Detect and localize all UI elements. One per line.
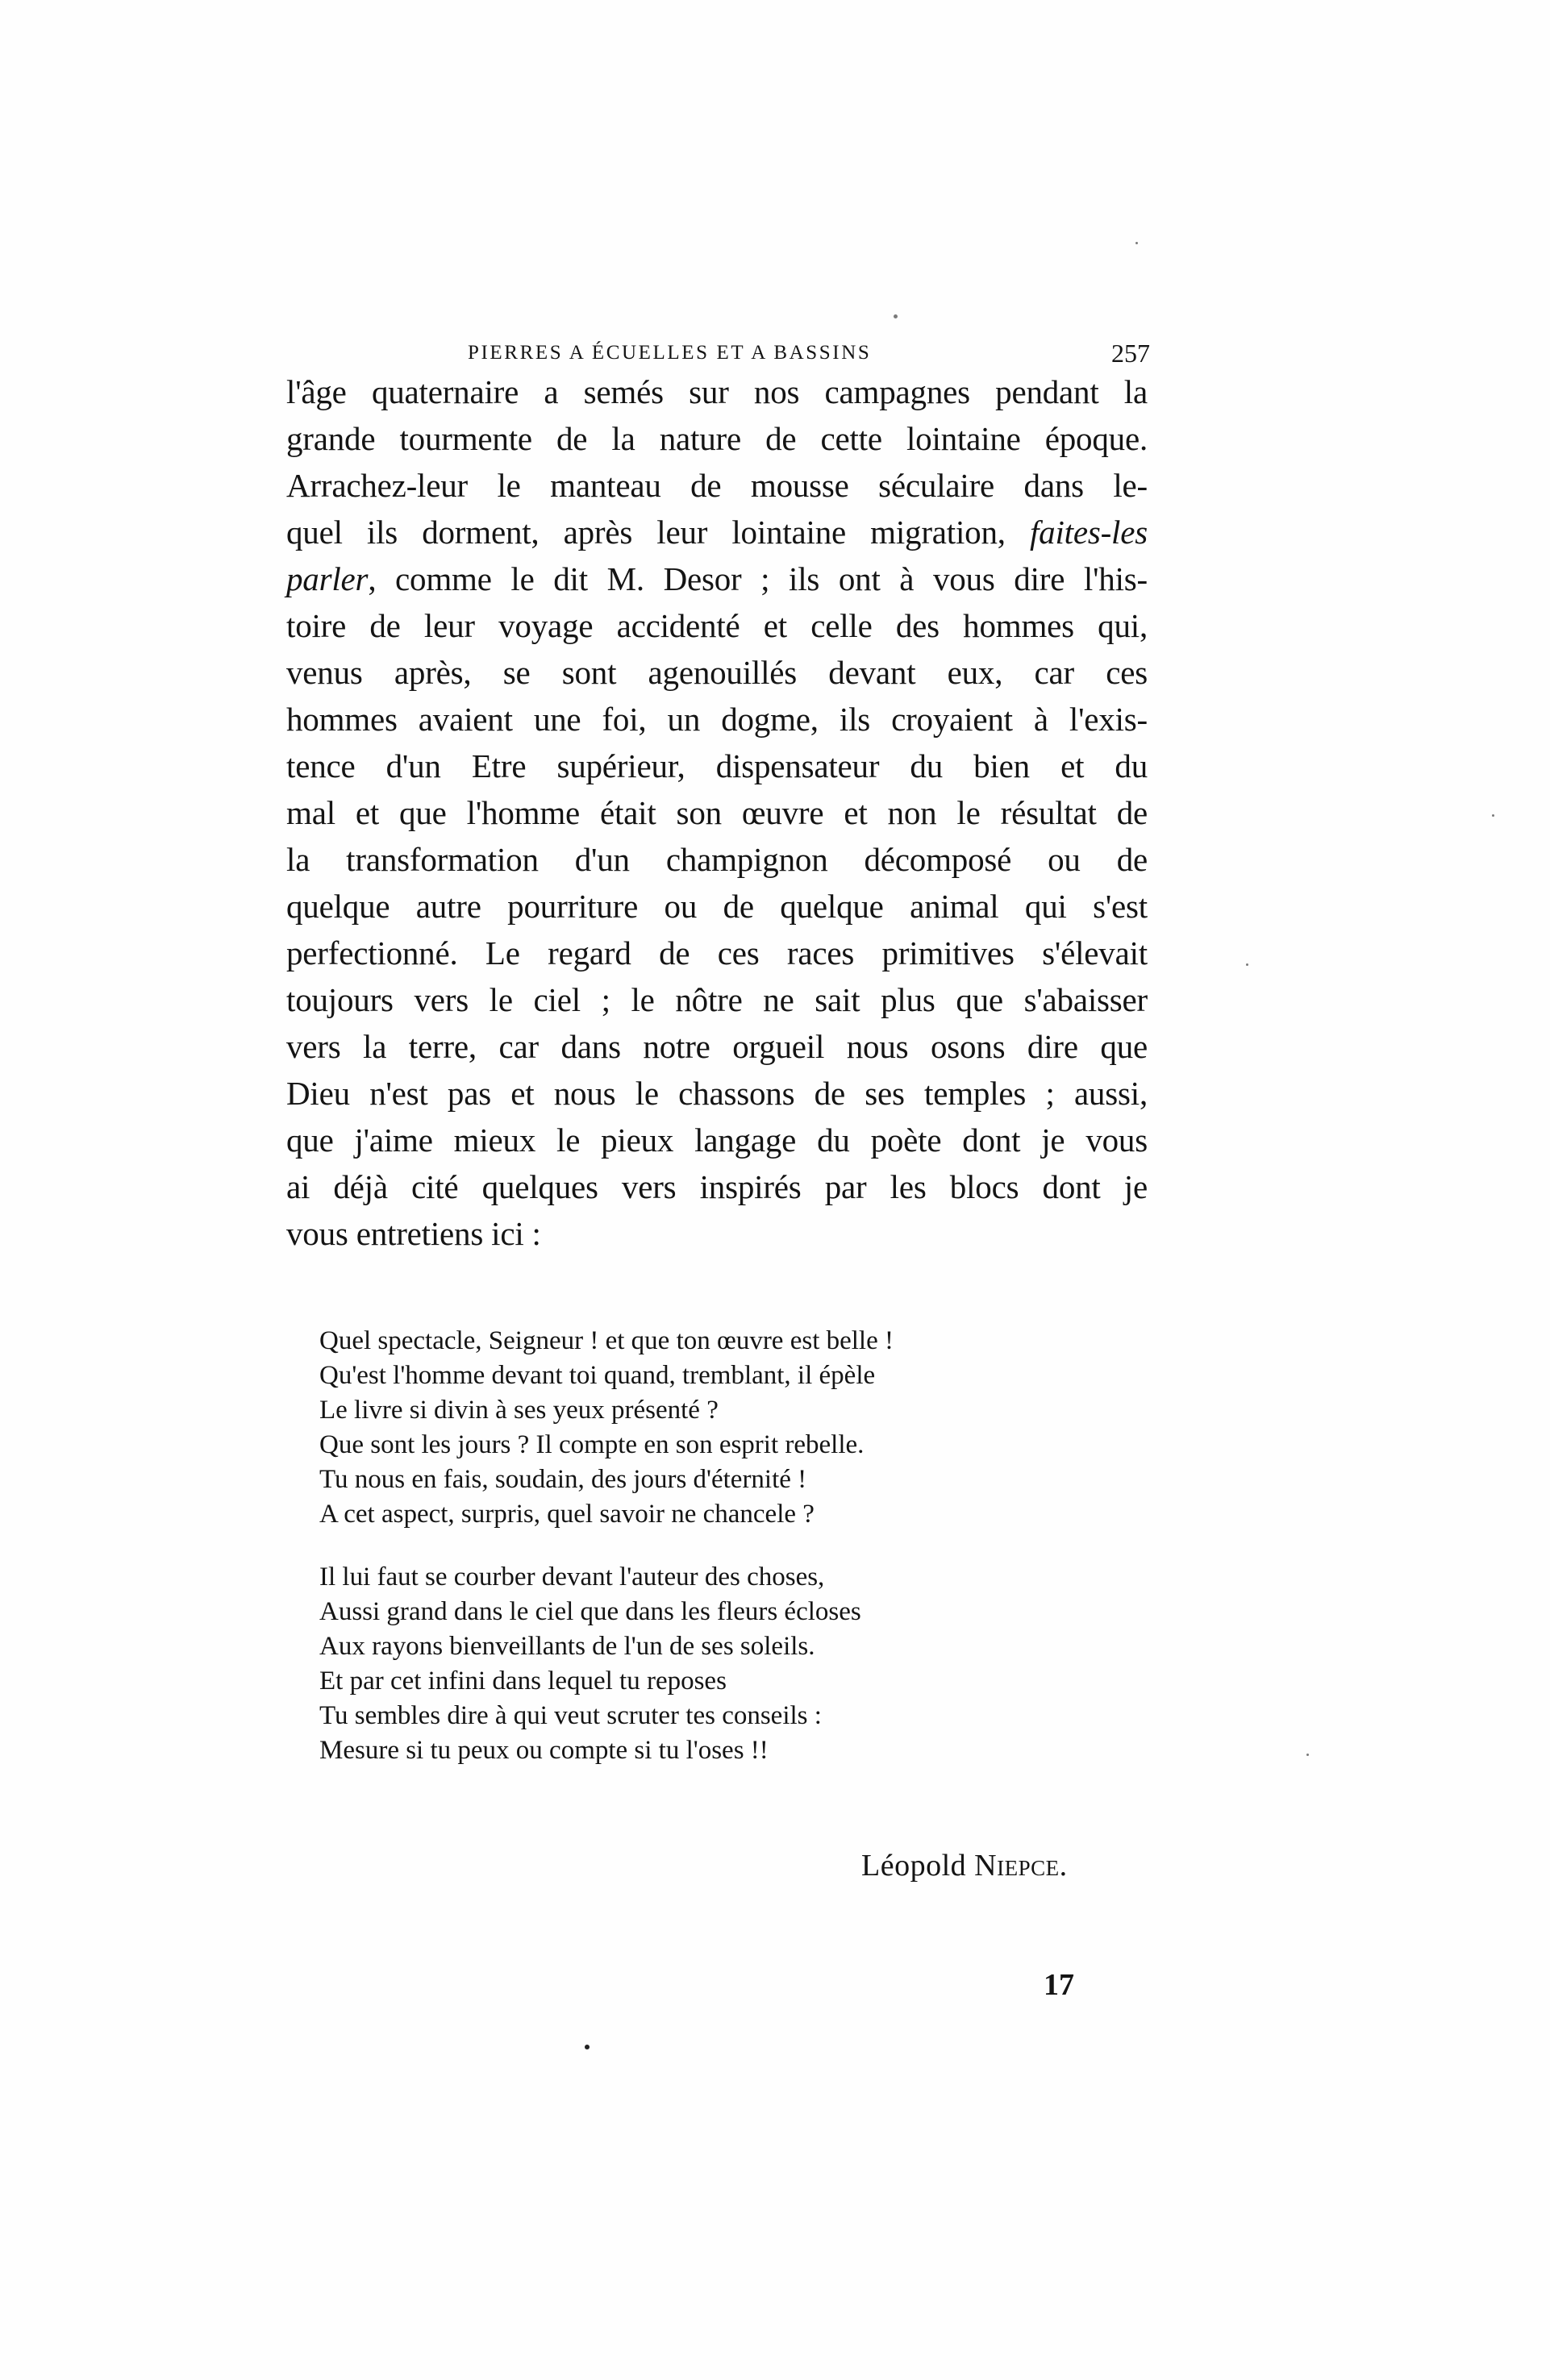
body-line: que j'aime mieux le pieux langage du poète dont je vous (286, 1121, 1148, 1159)
body-line: toujours vers le ciel ; le nôtre ne sait plus que s'abaisser (286, 981, 1148, 1018)
scan-speck (1306, 1754, 1309, 1756)
scan-speck (1246, 963, 1248, 966)
body-line: Dieu n'est pas et nous le chassons de ses temples ; aussi, (286, 1075, 1148, 1112)
author-first-name: Léopold (861, 1849, 967, 1883)
running-title: PIERRES A ÉCUELLES ET A BASSINS (468, 342, 872, 364)
italic-phrase: faites-les (1029, 514, 1148, 551)
verse-line: A cet aspect, surpris, quel savoir ne chancele ? (319, 1500, 815, 1529)
verse-line: Tu nous en fais, soudain, des jours d'éternité ! (319, 1465, 807, 1494)
body-line: la transformation d'un champignon décomposé ou de (286, 841, 1148, 878)
body-line: venus après, se sont agenouillés devant eux, car ces (286, 654, 1148, 691)
body-line: Arrachez-leur le manteau de mousse séculaire dans le- (286, 467, 1148, 504)
body-line: grande tourmente de la nature de cette lointaine époque. (286, 420, 1148, 457)
signature-mark: 17 (1044, 1968, 1074, 2002)
author-signature (861, 1848, 1068, 1883)
running-head (468, 339, 1150, 368)
body-line: ai déjà cité quelques vers inspirés par les blocs dont je (286, 1168, 1148, 1205)
verse-line: Aux rayons bienveillants de l'un de ses soleils. (319, 1632, 815, 1661)
verse-line: Le livre si divin à ses yeux présenté ? (319, 1396, 719, 1425)
italic-phrase: parler (286, 560, 369, 597)
verse-line: Aussi grand dans le ciel que dans les fleurs écloses (319, 1597, 861, 1626)
verse-line: Qu'est l'homme devant toi quand, tremblant, il épèle (319, 1361, 876, 1390)
verse-line: Il lui faut se courber devant l'auteur des choses, (319, 1562, 825, 1592)
body-line (286, 513, 1148, 551)
body-line: toire de leur voyage accidenté et celle des hommes qui, (286, 607, 1148, 644)
scan-speck (1492, 814, 1494, 817)
body-line: mal et que l'homme était son œuvre et non le résultat de (286, 794, 1148, 831)
verse-line: Mesure si tu peux ou compte si tu l'oses !! (319, 1736, 769, 1765)
verse-line: Et par cet infini dans lequel tu reposes (319, 1666, 727, 1696)
verse-line: Que sont les jours ? Il compte en son esprit rebelle. (319, 1430, 865, 1459)
page-number: 257 (1111, 339, 1150, 368)
scan-speck (894, 314, 898, 318)
body-line-text: , comme le dit M. Desor ; ils ont à vous dire l'his- (368, 560, 1148, 597)
body-line: quelque autre pourriture ou de quelque animal qui s'est (286, 888, 1148, 925)
body-line (286, 560, 1148, 598)
author-last-name: Niepce. (974, 1849, 1068, 1883)
body-line: hommes avaient une foi, un dogme, ils croyaient à l'exis- (286, 701, 1148, 738)
body-line: perfectionné. Le regard de ces races primitives s'élevait (286, 934, 1148, 972)
body-line: vers la terre, car dans notre orgueil nous osons dire que (286, 1028, 1148, 1065)
scan-speck (1135, 242, 1138, 244)
verse-line: Tu sembles dire à qui veut scruter tes conseils : (319, 1701, 822, 1730)
body-line: l'âge quaternaire a semés sur nos campagnes pendant la (286, 373, 1148, 410)
verse-line: Quel spectacle, Seigneur ! et que ton œuvre est belle ! (319, 1326, 894, 1355)
body-line: tence d'un Etre supérieur, dispensateur du bien et du (286, 747, 1148, 784)
body-line-text: quel ils dorment, après leur lointaine migration, (286, 514, 1006, 551)
scan-speck (585, 2045, 590, 2049)
body-line: vous entretiens ici : (286, 1215, 541, 1252)
